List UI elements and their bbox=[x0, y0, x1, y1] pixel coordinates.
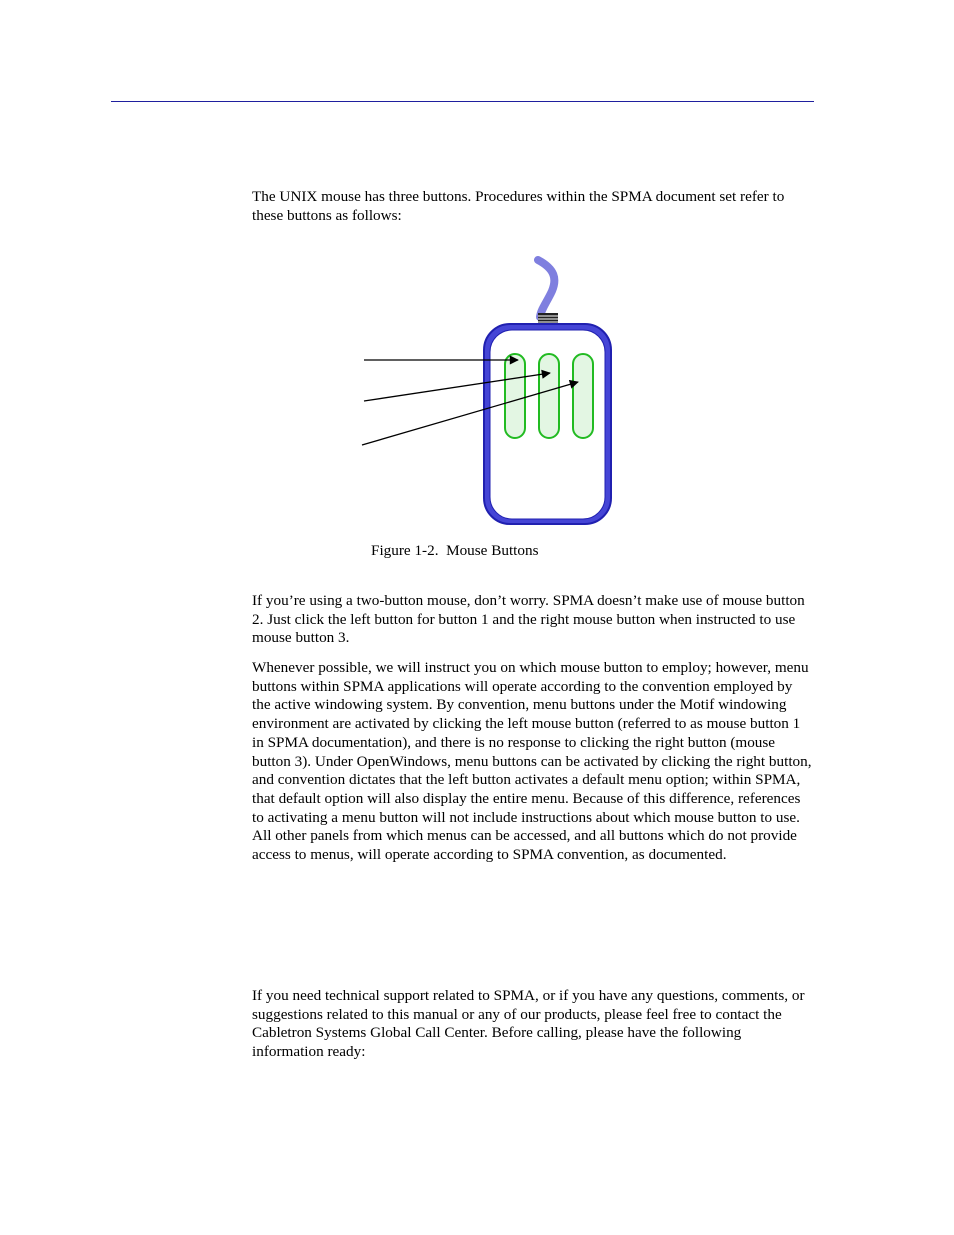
mouse-button-2 bbox=[539, 354, 559, 438]
technical-support-paragraph: If you need technical support related to SPMA, or if you have any questions, comments, or suggestions related to this manual or any of our products, please feel free to contact the Cabletron Systems Global Call Center. Before calling, please have the following information ready: bbox=[252, 987, 805, 1061]
mouse-buttons-figure bbox=[355, 255, 615, 527]
mouse-cable bbox=[538, 260, 554, 317]
header-rule bbox=[111, 101, 814, 102]
figure-caption: Figure 1-2. Mouse Buttons bbox=[371, 542, 539, 559]
mouse-button-3 bbox=[573, 354, 593, 438]
two-button-paragraph: If you’re using a two-button mouse, don’t worry. SPMA doesn’t make use of mouse button 2. Just click the left button for button 1 and the right mouse button when instructed to use mouse button 3. bbox=[252, 592, 805, 647]
menu-buttons-paragraph: Whenever possible, we will instruct you on which mouse button to employ; however, menu buttons within SPMA applications will operate according to the convention employed by the active windowing system. By convention, menu buttons under the Motif windowing environment are activated by clicking the left mouse button (referred to as mouse button 1 in SPMA documentation), and there is no response to clicking the right button (mouse button 3). Under OpenWindows, menu buttons can be activated by clicking the right button, and convention dictates that the left button activates a default menu option; within SPMA, that default option will also display the entire menu. Because of this difference, references to activating a menu button will not include instructions about which mouse button to use. All other panels from which menus can be accessed, and all buttons which do not provide access to menus, will operate according to SPMA convention, as documented. bbox=[252, 659, 812, 864]
intro-paragraph: The UNIX mouse has three buttons. Procedures within the SPMA document set refer to these buttons as follows: bbox=[252, 188, 785, 224]
mouse-button-1 bbox=[505, 354, 525, 438]
